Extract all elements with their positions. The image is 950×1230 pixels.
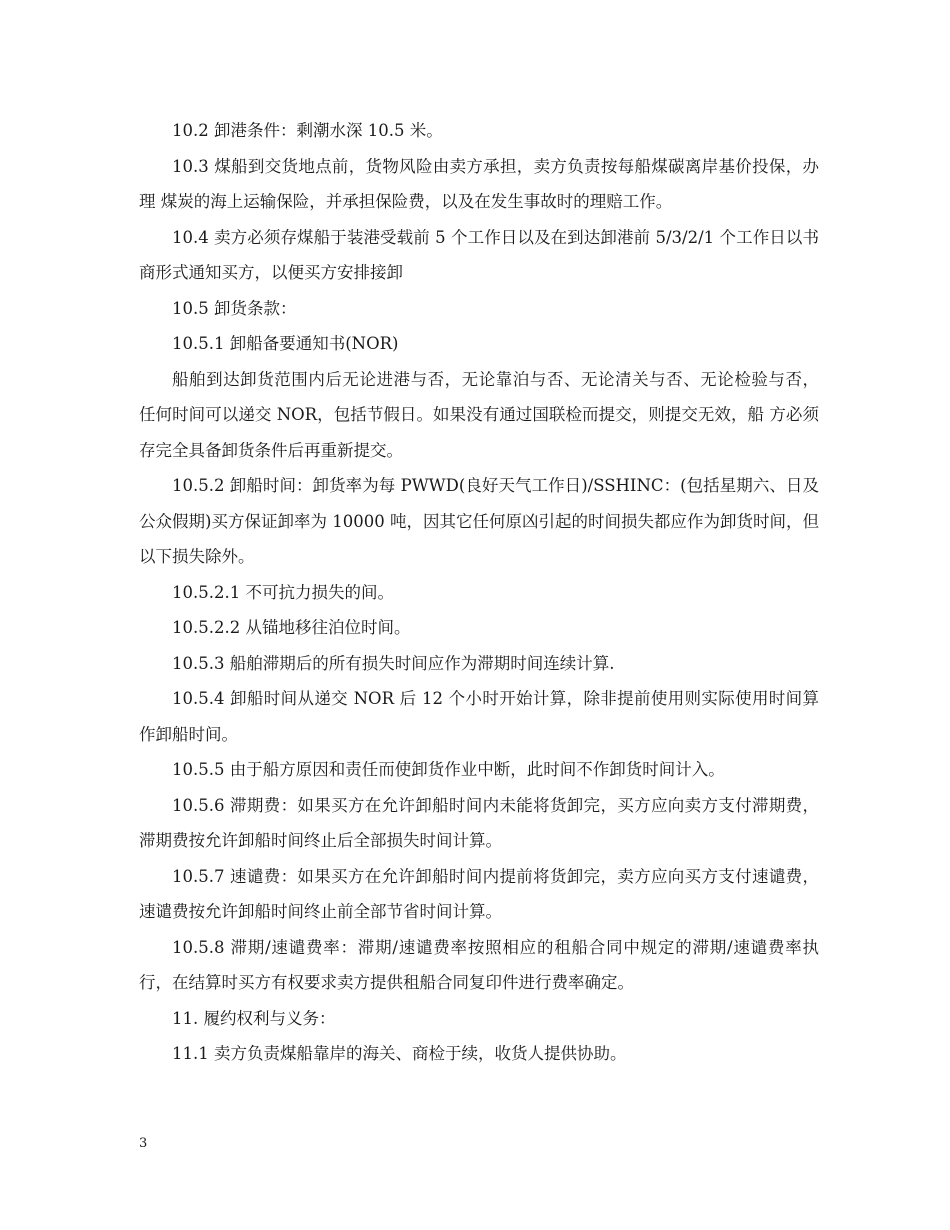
clause-10-5-4: 10.5.4 卸船时间从递交 NOR 后 12 个小时开始计算，除非提前使用则实际使用时间算作卸船时间。 — [139, 689, 819, 744]
clause-10-3: 10.3 煤船到交货地点前，货物风险由卖方承担，卖方负责按每船煤碳离岸基价投保，办理 煤炭的海上运输保险，并承担保险费，以及在发生事故时的理赔工作。 — [139, 156, 819, 211]
clause-10-4: 10.4 卖方必须存煤船于装港受载前 5 个工作日以及在到达卸港前 5/3/2/1 个工作日以书商形式通知买方，以便买方安排接卸 — [139, 227, 819, 282]
clause-10-5-8: 10.5.8 滞期/速谴费率：滞期/速谴费率按照相应的租船合同中规定的滞期/速谴费率执行，在结算时买方有权要求卖方提供租船合同复印件进行费率确定。 — [139, 937, 819, 992]
clause-10-5-7: 10.5.7 速谴费：如果买方在允许卸船时间内提前将货卸完，卖方应向买方支付速谴费，速谴费按允许卸船时间终止前全部节省时间计算。 — [139, 866, 819, 921]
clause-10-5-6: 10.5.6 滞期费：如果买方在允许卸船时间内未能将货卸完，买方应向卖方支付滞期费，滞期费按允许卸船时间终止后全部损失时间计算。 — [139, 795, 819, 850]
clause-10-5-heading: 10.5 卸货条款： — [172, 298, 297, 318]
clause-10-5-1-body: 船舶到达卸货范围内后无论进港与否，无论靠泊与否、无论清关与否、无论检验与否， 任何时间可以递交 NOR，包括节假日。如果没有通过国联检而提交，则提交无效，船 方必须存完全具备卸货条件后再重新提交。 — [139, 369, 825, 460]
document-body — [139, 113, 825, 1072]
clause-11-heading: 11. 履约权利与义务： — [172, 1008, 336, 1028]
clause-10-5-2-1: 10.5.2.1 不可抗力损失的间。 — [172, 582, 394, 602]
clause-10-5-3: 10.5.3 船舶滞期后的所有损失时间应作为滞期时间连续计算. — [172, 653, 615, 673]
clause-10-5-5: 10.5.5 由于船方原因和责任而使卸货作业中断，此时间不作卸货时间计入。 — [172, 760, 725, 779]
clause-10-5-1-heading: 10.5.1 卸船备要通知书(NOR) — [172, 334, 399, 353]
clause-11-1: 11.1 卖方负责煤船靠岸的海关、商检于续，收货人提供协助。 — [172, 1044, 627, 1063]
page-number: 3 — [139, 1136, 148, 1151]
clause-10-5-2-2: 10.5.2.2 从锚地移往泊位时间。 — [172, 618, 411, 637]
clause-10-5-2: 10.5.2 卸船时间：卸货率为每 PWWD(良好天气工作日)/SSHINC：(包括星期六、日及公众假期)买方保证卸率为 10000 吨，因其它任何原凶引起的时间损失都应作为卸货时间，但以下损失除外。 — [139, 476, 819, 566]
clause-10-2: 10.2 卸港条件：剩潮水深 10.5 米。 — [172, 121, 443, 140]
